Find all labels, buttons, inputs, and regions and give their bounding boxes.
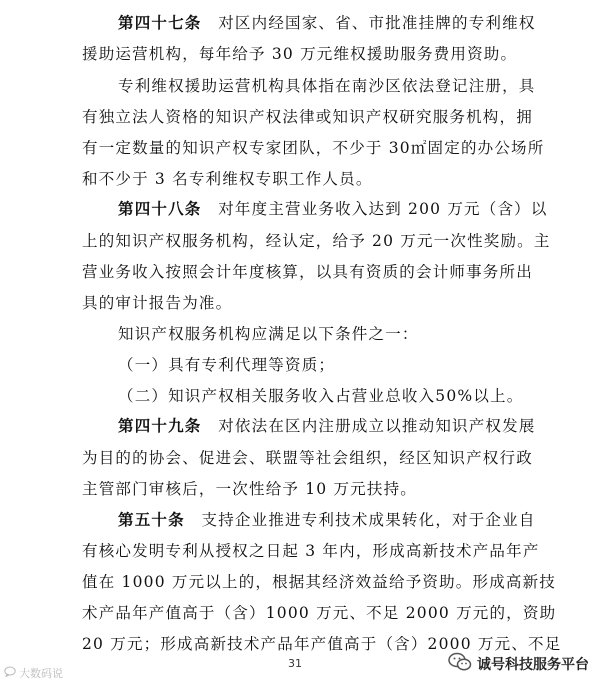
- chat-bubble-icon: [4, 666, 16, 680]
- text-line: 值在 1000 万元以上的，根据其经济效益给予资助。形成高新技: [82, 573, 557, 591]
- page-number: 31: [288, 657, 302, 670]
- text-line: 知识产权服务机构应满足以下条件之一：: [118, 325, 419, 343]
- text-line: 营业务收入按照会计年度核算，以具有资质的会计师事务所出: [82, 263, 533, 281]
- text-line: 为目的的协会、促进会、联盟等社会组织，经区知识产权行政: [82, 449, 533, 467]
- text-line: 第四十八条 对年度主营业务收入达到 200 万元（含）以: [118, 199, 548, 218]
- article-heading: 第五十条: [118, 510, 185, 529]
- text-line: 术产品年产值高于（含）1000 万元、不足 2000 万元的，资助: [82, 604, 557, 622]
- list-item: （二）知识产权相关服务收入占营业总收入50%以上。: [118, 387, 524, 405]
- text-line: 20 万元；形成高新技术产品年产值高于（含）2000 万元、不足: [82, 635, 562, 653]
- article-heading: 第四十八条: [118, 199, 202, 218]
- text-line: 第四十七条 对区内经国家、省、市批准挂牌的专利维权: [118, 13, 536, 32]
- article-heading: 第四十九条: [118, 416, 202, 435]
- text-line: 主管部门审核后，一次性给予 10 万元扶持。: [82, 480, 417, 498]
- text-line: 有核心发明专利从授权之日起 3 年内，形成高新技术产品年产: [82, 542, 540, 560]
- watermark-left: 大数码说: [4, 665, 63, 681]
- watermark-right: 诚号科技服务平台: [448, 652, 589, 676]
- text-line: 专利维权援助运营机构具体指在南沙区依法登记注册，具: [118, 77, 536, 95]
- text-line: 第四十九条 对依法在区内注册成立以推动知识产权发展: [118, 416, 536, 435]
- text-line: 具的审计报告为准。: [82, 294, 233, 312]
- text-line: 第五十条 支持企业推进专利技术成果转化，对于企业自: [118, 510, 536, 529]
- text-line: 有一定数量的知识产权专家团队，不少于 30㎡固定的办公场所: [82, 139, 545, 157]
- article-heading: 第四十七条: [118, 13, 202, 32]
- text-line: 援助运营机构，每年给予 30 万元维权援助服务费用资助。: [82, 45, 518, 63]
- text-line: 和不少于 3 名专利维权专职工作人员。: [82, 170, 373, 188]
- text-line: 有独立法人资格的知识产权法律或知识产权研究服务机构，拥: [82, 108, 533, 126]
- wechat-logo-icon: [448, 652, 472, 676]
- list-item: （一）具有专利代理等资质；: [118, 356, 336, 374]
- text-line: 上的知识产权服务机构，经认定，给予 20 万元一次性奖励。主: [82, 232, 551, 250]
